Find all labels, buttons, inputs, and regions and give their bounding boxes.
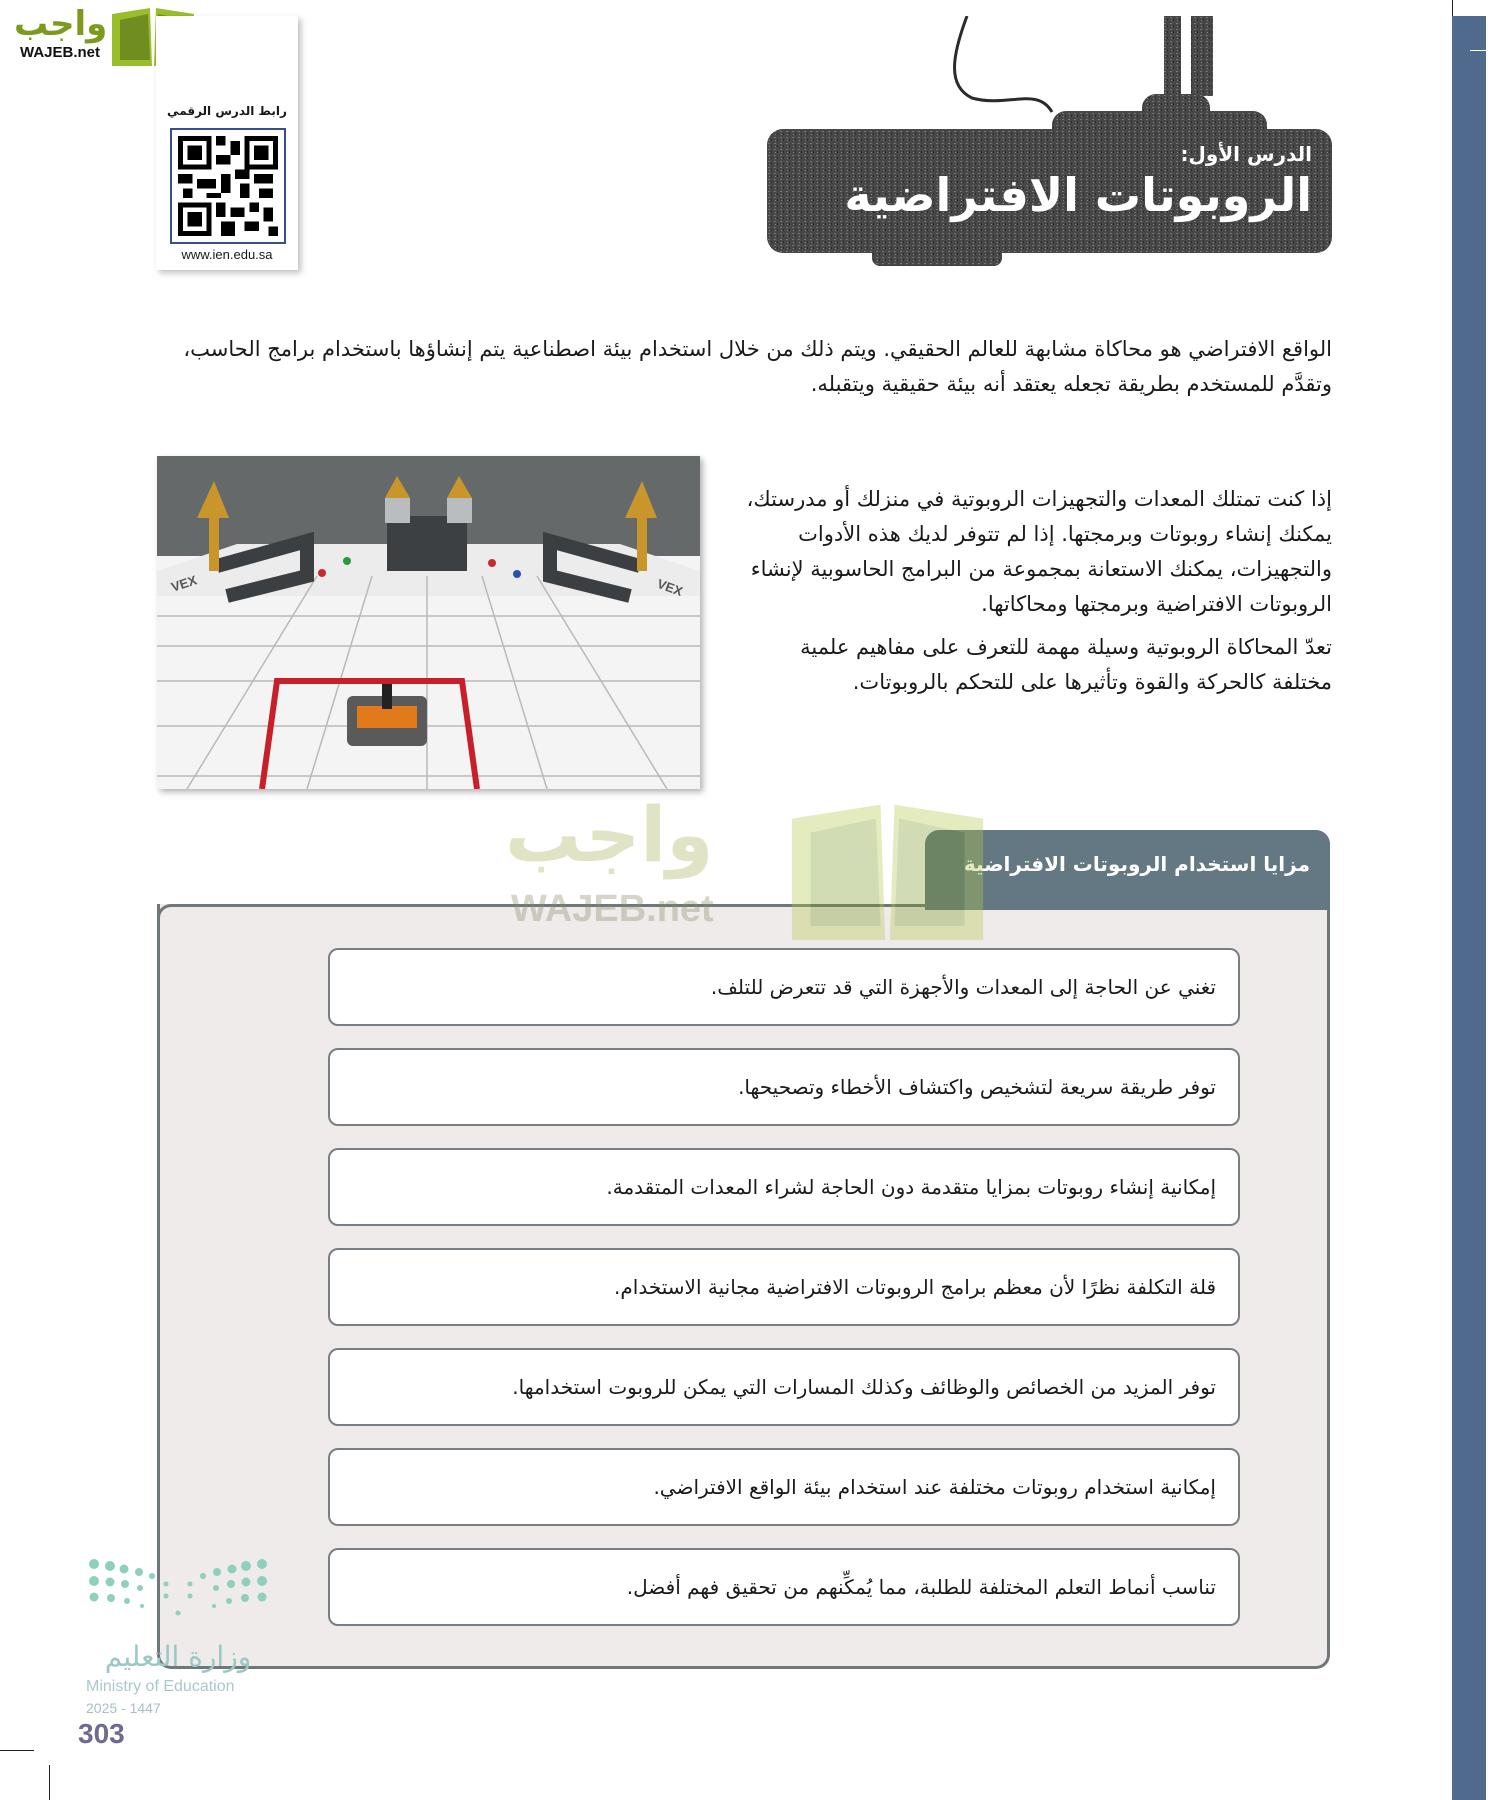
advantage-item <box>328 1548 1240 1626</box>
side-text <box>744 482 1332 708</box>
logo-latin: WAJEB.net <box>20 44 101 61</box>
lesson-number: الدرس الأول: <box>1180 142 1312 166</box>
virtual-robot-simulation-image <box>157 456 700 789</box>
qr-label: رابط الدرس الرقمي <box>167 104 287 118</box>
advantage-item <box>328 1348 1240 1426</box>
advantage-item <box>328 948 1240 1026</box>
page-edge-bar <box>1452 16 1486 1800</box>
qr-url[interactable]: www.ien.edu.sa <box>181 247 273 262</box>
side-paragraph-2: تعدّ المحاكاة الروبوتية وسيلة مهمة للتعرف على مفاهيم علمية مختلفة كالحركة والقوة وتأثيرها على للتحكم بالروبوتات. <box>800 635 1332 694</box>
advantages-header <box>925 830 1330 910</box>
crop-mark <box>49 1765 50 1800</box>
watermark-latin: WAJEB.net <box>511 888 714 930</box>
edition-year: 2025 - 1447 <box>86 1700 161 1716</box>
qr-code[interactable] <box>170 128 286 244</box>
ministry-of-education-logo <box>86 1558 276 1718</box>
crop-mark <box>0 1750 34 1751</box>
advantage-text: تناسب أنماط التعلم المختلفة للطلبة، مما يُمكِّنهم من تحقيق فهم أفضل. <box>626 1575 1216 1599</box>
vex-wall-label-right: VEX <box>655 576 685 599</box>
ministry-english: Ministry of Education <box>86 1678 235 1695</box>
crop-mark <box>1452 0 1453 16</box>
plug-shape-icon <box>767 16 1332 266</box>
advantage-text: إمكانية استخدام روبوتات مختلفة عند استخدام بيئة الواقع الافتراضي. <box>653 1475 1216 1499</box>
advantage-item <box>328 1248 1240 1326</box>
advantage-text: توفر طريقة سريعة لتشخيص واكتشاف الأخطاء وتصحيحها. <box>738 1075 1216 1099</box>
advantage-text: توفر المزيد من الخصائص والوظائف وكذلك المسارات التي يمكن للروبوت استخدامها. <box>512 1375 1216 1399</box>
lesson-title-banner <box>767 16 1332 266</box>
logo-arabic: واجب <box>14 4 108 44</box>
intro-paragraph: الواقع الافتراضي هو محاكاة مشابهة للعالم الحقيقي. ويتم ذلك من خلال استخدام بيئة اصطناعية يتم إنشاؤها باستخدام برامج الحاسب، وتقدَّم للمستخدم بطريقة تجعله يعتقد أنه بيئة حقيقية ويتقبله. <box>183 337 1332 396</box>
advantage-text: تغني عن الحاجة إلى المعدات والأجهزة التي قد تتعرض للتلف. <box>710 975 1216 999</box>
digital-lesson-qr-card[interactable] <box>156 16 298 270</box>
crop-mark <box>1470 50 1500 51</box>
advantage-text: قلة التكلفة نظرًا لأن معظم برامج الروبوتات الافتراضية مجانية الاستخدام. <box>614 1275 1216 1299</box>
advantages-box-top <box>157 904 927 918</box>
advantage-item <box>328 1048 1240 1126</box>
advantage-text: إمكانية إنشاء روبوتات بمزايا متقدمة دون الحاجة لشراء المعدات المتقدمة. <box>606 1175 1216 1199</box>
vex-wall-label-left: VEX <box>169 572 199 595</box>
page-number: 303 <box>78 1718 125 1749</box>
advantages-title: مزايا استخدام الروبوتات الافتراضية <box>963 852 1310 876</box>
watermark-arabic: واجب <box>505 790 714 879</box>
ministry-arabic: وزارة التعليم <box>104 1640 252 1673</box>
page-title: الروبوتات الافتراضية <box>844 168 1312 222</box>
advantage-item <box>328 1448 1240 1526</box>
ministry-dots-icon <box>86 1558 270 1628</box>
side-paragraph-1: إذا كنت تمتلك المعدات والتجهيزات الروبوتية في منزلك أو مدرستك، يمكنك إنشاء روبوتات وبرمجتها. إذا لم تتوفر لديك هذه الأدوات والتجهيزات، يمكنك الاستعانة بمجموعة من البرامج الحاسوبية لإنشاء الروبوتات الافتراضية وبرمجتها ومحاكاتها. <box>746 487 1332 616</box>
advantage-item <box>328 1148 1240 1226</box>
